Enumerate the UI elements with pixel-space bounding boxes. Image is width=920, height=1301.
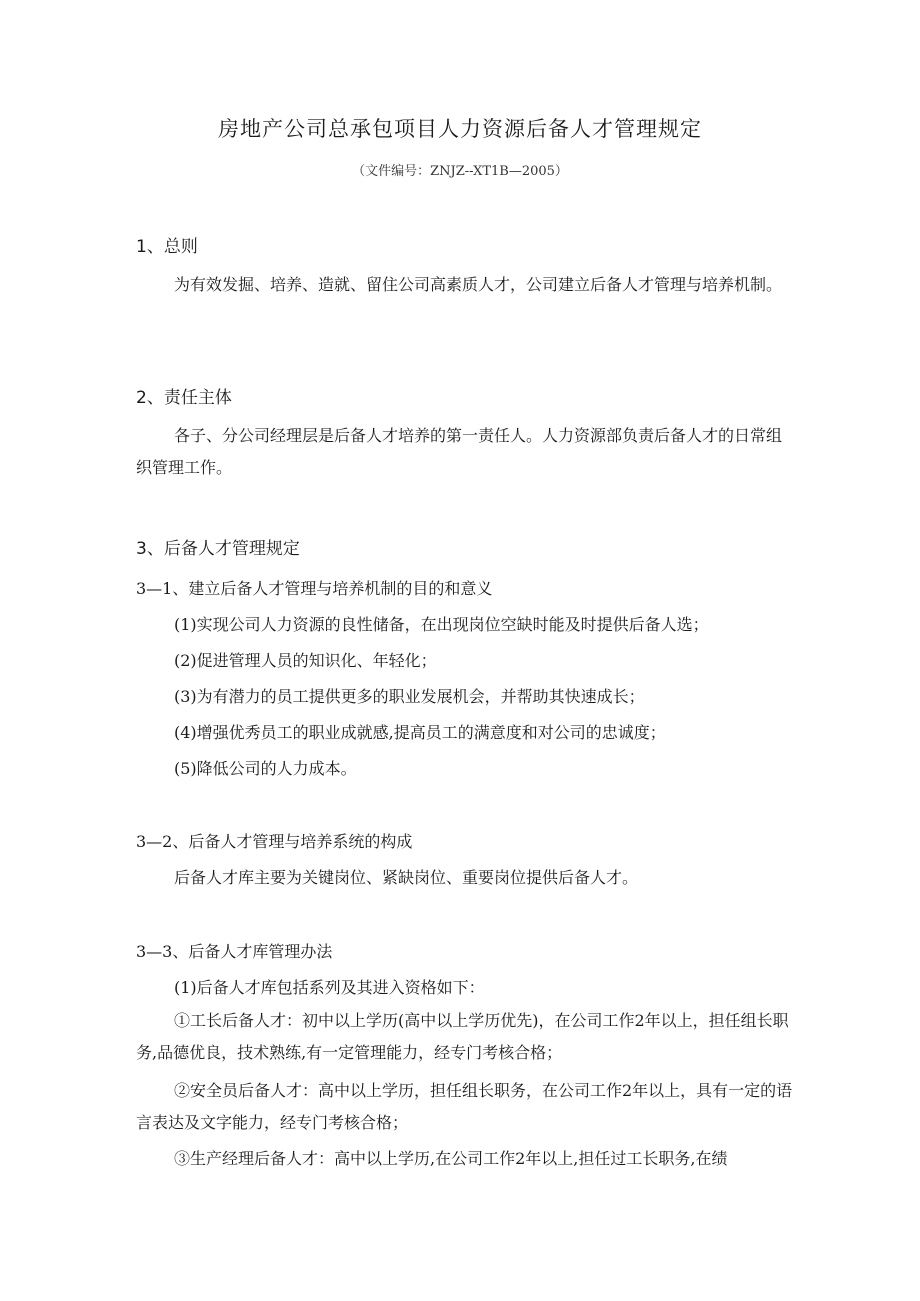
section-2-heading: 2、责任主体 [136,388,232,408]
document-number: （文件编号：ZNJZ--XT1B—2005） [352,164,568,179]
subsection-3-2-body: 后备人才库主要为关键岗位、紧缺岗位、重要岗位提供后备人才。 [174,868,639,887]
section-2-body: 各子、分公司经理层是后备人才培养的第一责任人。人力资源部负责后备人才的日常组织管理工作。 [136,426,783,477]
qualification-entry: ①工长后备人才：初中以上学历(高中以上学历优先)，在公司工作2年以上，担任组长职务,品德优良，技术熟练,有一定管理能力，经专门考核合格； [136,1011,789,1062]
section-1-body: 为有效发掘、培养、造就、留住公司高素质人才，公司建立后备人才管理与培养机制。 [174,275,783,294]
qualification-entry: ②安全员后备人才：高中以上学历，担任组长职务，在公司工作2年以上，具有一定的语言表达及文字能力，经专门考核合格； [136,1081,793,1132]
list-item: (1)实现公司人力资源的良性储备，在出现岗位空缺时能及时提供后备人选； [174,615,709,634]
list-item: (5)降低公司的人力成本。 [174,759,357,778]
section-3-heading: 3、后备人才管理规定 [136,539,300,559]
document-title: 房地产公司总承包项目人力资源后备人才管理规定 [218,117,702,141]
list-item: (4)增强优秀员工的职业成就感,提高员工的满意度和对公司的忠诚度； [174,723,666,742]
qualification-entry: ③生产经理后备人才：高中以上学历,在公司工作2年以上,担任过工长职务,在绩 [174,1149,728,1168]
list-item: (3)为有潜力的员工提供更多的职业发展机会，并帮助其快速成长； [174,687,645,706]
subsection-3-3-heading: 3—3、后备人才库管理办法 [136,942,333,961]
section-1-heading: 1、总则 [136,237,198,257]
subsection-3-3-intro: (1)后备人才库包括系列及其进入资格如下： [174,978,485,997]
subsection-3-1-heading: 3—1、建立后备人才管理与培养机制的目的和意义 [136,579,493,598]
list-item: (2)促进管理人员的知识化、年轻化； [174,651,437,670]
subsection-3-2-heading: 3—2、后备人才管理与培养系统的构成 [136,832,413,851]
